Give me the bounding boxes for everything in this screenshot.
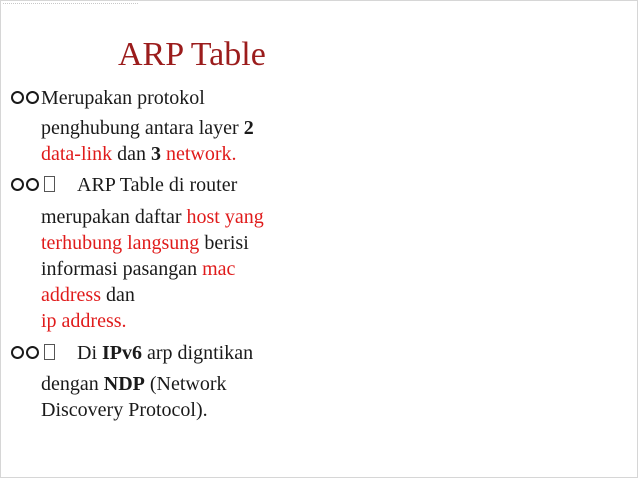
text-run: penghubung antara layer [41, 117, 244, 139]
bullet-3-line-2 [41, 372, 227, 396]
bullet-1-line-2 [41, 116, 254, 140]
bullet-icon [11, 173, 55, 197]
bullet-2-line-4 [41, 257, 235, 281]
bullet-icon [11, 86, 41, 110]
text-run-highlight: mac [202, 258, 236, 280]
corner-mark [3, 1, 138, 4]
text-run-highlight: network. [160, 143, 237, 165]
text-run: Merupakan protokol [41, 87, 205, 109]
text-run: dengan [41, 373, 104, 395]
text-run-highlight: host yang [186, 206, 264, 228]
bullet-3-line-3 [41, 398, 208, 422]
bullet-2-line-3 [41, 231, 249, 255]
text-run-bold: NDP [103, 373, 145, 395]
text-run-highlight: terhubung langsung [41, 232, 200, 254]
text-run-highlight: ip address. [41, 310, 127, 332]
text-run-bold: 3 [150, 143, 161, 165]
text-run: dan [112, 143, 151, 165]
text-run: dan [100, 284, 135, 306]
text-run-bold: IPv6 [102, 342, 142, 364]
bullet-1-line-1 [41, 86, 205, 110]
text-run: Discovery Protocol). [41, 399, 208, 421]
text-run: informasi pasangan [41, 258, 203, 280]
text-run: (Network [144, 373, 227, 395]
text-run: arp digntikan [142, 342, 254, 364]
text-run: berisi [199, 232, 249, 254]
text-run: merupakan daftar [41, 206, 187, 228]
bullet-2-line-5 [41, 283, 135, 307]
bullet-2-line-1 [77, 173, 237, 197]
text-run-bold: 2 [243, 117, 254, 139]
bullet-1-line-3 [41, 142, 237, 166]
text-run-highlight: address [41, 284, 101, 306]
text-run-highlight: data-link [41, 143, 113, 165]
bullet-icon [11, 341, 55, 365]
bullet-3-line-1 [77, 341, 253, 365]
bullet-2-line-6 [41, 309, 127, 333]
bullet-2-line-2 [41, 205, 264, 229]
slide-title: ARP Table [118, 36, 266, 73]
text-run: Di [77, 342, 102, 364]
text-run: ARP Table di router [77, 174, 238, 196]
